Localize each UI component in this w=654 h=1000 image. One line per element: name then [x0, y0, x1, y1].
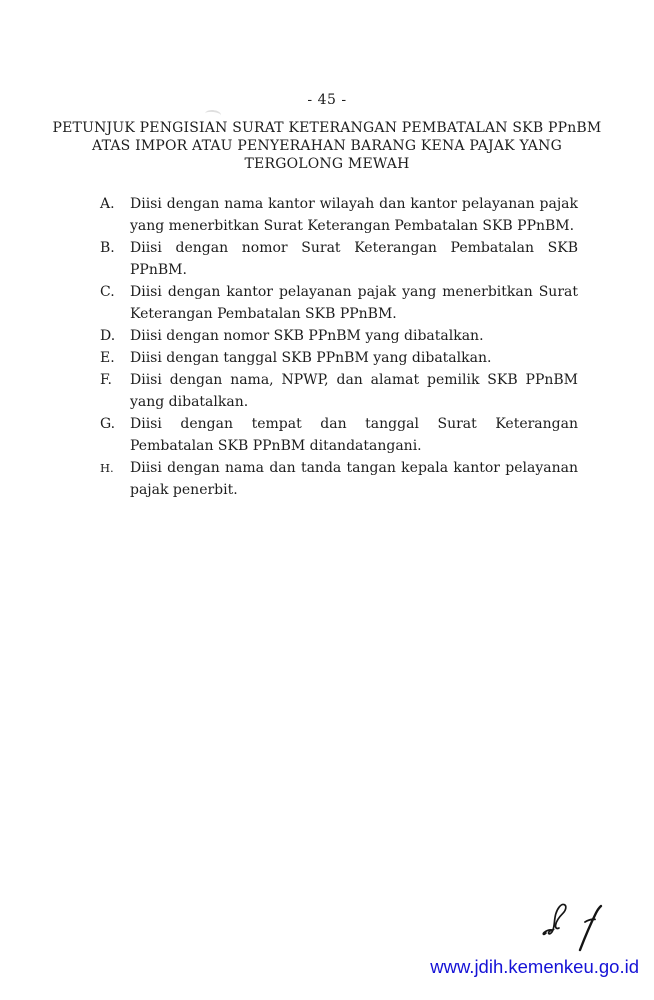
list-item [100, 369, 578, 413]
item-text: Diisi dengan nama, NPWP, dan alamat pemilik SKB PPnBM yang dibatalkan. [130, 372, 578, 410]
item-letter: E. [100, 350, 115, 366]
title-line: PETUNJUK PENGISIAN SURAT KETERANGAN PEMBATALAN SKB PPnBM [52, 120, 602, 136]
item-letter: H. [100, 461, 114, 475]
item-letter: C. [100, 284, 115, 300]
page-number: - 45 - [307, 92, 347, 108]
item-text: Diisi dengan nama kantor wilayah dan kantor pelayanan pajak yang menerbitkan Surat Keterangan Pembatalan SKB PPnBM. [130, 196, 578, 234]
item-letter: F. [100, 372, 112, 388]
signature-pen-stroke-icon [577, 903, 605, 953]
item-text: Diisi dengan kantor pelayanan pajak yang menerbitkan Surat Keterangan Pembatalan SKB PPnBM. [130, 284, 578, 322]
instruction-list [100, 193, 578, 501]
title-line: ATAS IMPOR ATAU PENYERAHAN BARANG KENA PAJAK YANG [92, 138, 562, 154]
item-text: Diisi dengan tanggal SKB PPnBM yang dibatalkan. [130, 350, 492, 366]
title-line: TERGOLONG MEWAH [244, 156, 410, 172]
list-item [100, 413, 578, 457]
document-title [0, 119, 654, 173]
item-text: Diisi dengan nomor Surat Keterangan Pembatalan SKB PPnBM. [130, 240, 578, 278]
item-letter: G. [100, 416, 116, 432]
item-text: Diisi dengan tempat dan tanggal Surat Keterangan Pembatalan SKB PPnBM ditandatangani. [130, 416, 578, 454]
list-item [100, 347, 578, 369]
item-letter: B. [100, 240, 115, 256]
website-link[interactable]: www.jdih.kemenkeu.go.id [430, 956, 639, 977]
item-text: Diisi dengan nomor SKB PPnBM yang dibatalkan. [130, 328, 484, 344]
list-item [100, 193, 578, 237]
item-text: Diisi dengan nama dan tanda tangan kepala kantor pelayanan pajak penerbit. [130, 460, 578, 498]
list-item [100, 281, 578, 325]
list-item [100, 237, 578, 281]
item-letter: D. [100, 328, 116, 344]
signature-paraph-icon [541, 900, 571, 940]
list-item [100, 325, 578, 347]
item-letter: A. [100, 196, 115, 212]
list-item [100, 457, 578, 501]
